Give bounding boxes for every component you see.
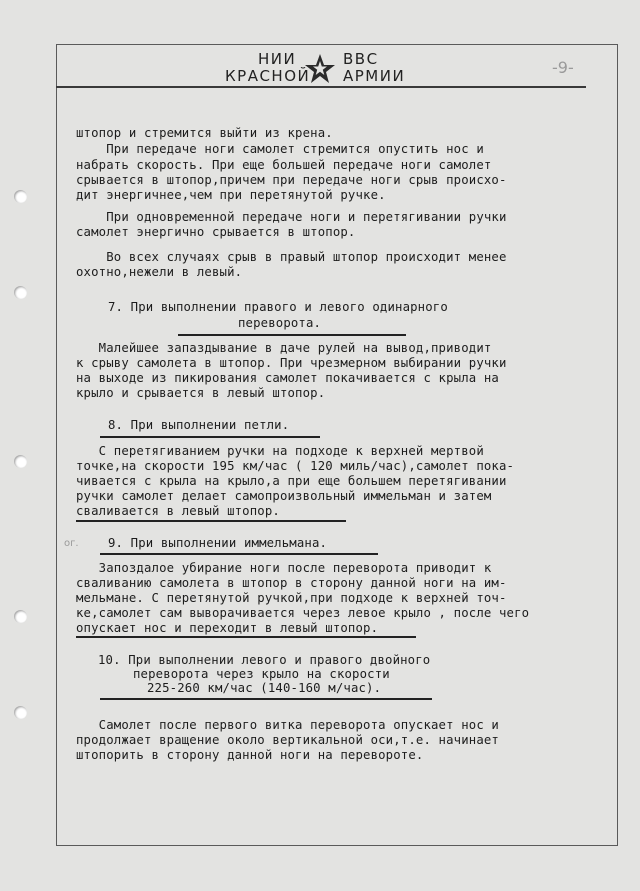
header-divider bbox=[56, 86, 586, 88]
header-vvs: ВВС bbox=[343, 50, 379, 68]
section-heading: переворота через крыло на скорости bbox=[133, 667, 390, 681]
text-line: штопорить в сторону данной ноги на перевороте. bbox=[76, 748, 424, 762]
punch-hole bbox=[14, 610, 27, 623]
text-line: Малейшее запаздывание в даче рулей на вывод,приводит bbox=[76, 341, 492, 355]
page-number: -9- bbox=[552, 58, 574, 77]
section-heading: переворота. bbox=[238, 316, 322, 330]
text-line: При передаче ноги самолет стремится опустить нос и bbox=[76, 142, 484, 156]
section-heading: 10. При выполнении левого и правого двойного bbox=[98, 653, 431, 667]
red-army-star-icon bbox=[303, 52, 337, 86]
section-heading: 9. При выполнении иммельмана. bbox=[108, 536, 328, 550]
text-line: крыло и срывается в левый штопор. bbox=[76, 386, 326, 400]
punch-hole bbox=[14, 455, 27, 468]
text-line: При одновременной передаче ноги и перетягивании ручки bbox=[76, 210, 507, 224]
punch-hole bbox=[14, 190, 27, 203]
text-line: чивается с крыла на крыло,а при еще большем перетягивании bbox=[76, 474, 507, 488]
text-line: сваливается в левый штопор. bbox=[76, 504, 280, 518]
header-nii: НИИ bbox=[258, 50, 297, 68]
punch-hole bbox=[14, 286, 27, 299]
header-krasnoy: КРАСНОЙ bbox=[225, 67, 311, 85]
text-line: самолет энергично срывается в штопор. bbox=[76, 225, 356, 239]
text-line: точке,на скорости 195 км/час ( 120 миль/час),самолет пока- bbox=[76, 459, 515, 473]
text-line: ручки самолет делает самопроизвольный иммельман и затем bbox=[76, 489, 492, 503]
text-line: срывается в штопор,причем при передаче ноги срыв происхо- bbox=[76, 173, 507, 187]
text-line: на выходе из пикирования самолет покачивается с крыла на bbox=[76, 371, 499, 385]
margin-mark: ог. bbox=[64, 538, 79, 549]
text-line: опускает нос и переходит в левый штопор. bbox=[76, 621, 379, 635]
paragraph-underline bbox=[76, 520, 346, 522]
heading-underline bbox=[100, 436, 320, 438]
text-line: дит энергичнее,чем при перетянутой ручке. bbox=[76, 188, 386, 202]
section-heading: 7. При выполнении правого и левого одинарного bbox=[108, 300, 448, 314]
text-line: Самолет после первого витка переворота опускает нос и bbox=[76, 718, 499, 732]
text-line: штопор и стремится выйти из крена. bbox=[76, 126, 333, 140]
text-line: продолжает вращение около вертикальной оси,т.е. начинает bbox=[76, 733, 499, 747]
text-line: ке,самолет сам выворачивается через левое крыло , после чего bbox=[76, 606, 530, 620]
text-line: сваливанию самолета в штопор в сторону данной ноги на им- bbox=[76, 576, 507, 590]
heading-underline bbox=[100, 698, 432, 700]
header-armii: АРМИИ bbox=[343, 67, 406, 85]
text-line: мельмане. С перетянутой ручкой,при подходе к верхней точ- bbox=[76, 591, 507, 605]
section-heading: 8. При выполнении петли. bbox=[108, 418, 290, 432]
punch-hole bbox=[14, 706, 27, 719]
text-line: С перетягиванием ручки на подходе к верхней мертвой bbox=[76, 444, 484, 458]
text-line: Во всех случаях срыв в правый штопор происходит менее bbox=[76, 250, 507, 264]
text-line: Запоздалое убирание ноги после переворота приводит к bbox=[76, 561, 492, 575]
text-line: к срыву самолета в штопор. При чрезмерном выбирании ручки bbox=[76, 356, 507, 370]
section-heading: 225-260 км/час (140-160 м/час). bbox=[147, 681, 382, 695]
paragraph-underline bbox=[76, 636, 416, 638]
heading-underline bbox=[100, 553, 378, 555]
text-line: охотно,нежели в левый. bbox=[76, 265, 243, 279]
text-line: набрать скорость. При еще большей передаче ноги самолет bbox=[76, 158, 492, 172]
heading-underline bbox=[178, 334, 406, 336]
